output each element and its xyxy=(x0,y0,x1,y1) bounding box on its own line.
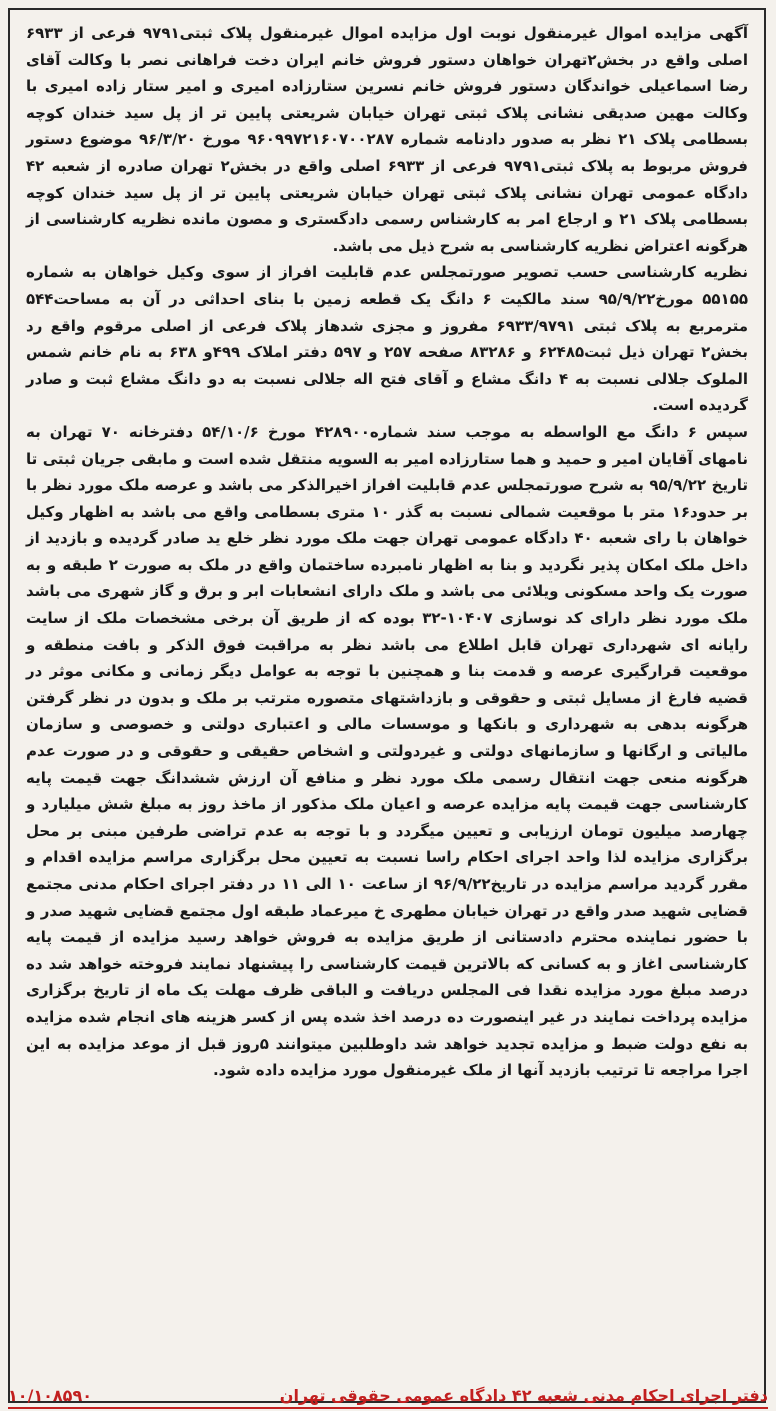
auction-notice xyxy=(8,8,766,1403)
notice-code: ۱۰/۱۰۸۵۹۰ xyxy=(8,1386,92,1405)
notice-paragraph-auction-details: سپس ۶ دانگ مع الواسطه به موجب سند شماره۴۲۸۹۰۰ مورخ ۵۴/۱۰/۶ دفترخانه ۷۰ تهران به نامهای آقایان امیر و حمید و هما ستارزاده امیر به السویه منتقل شده است و مابقی جریان ثبتی تا تاریخ ۹۵/۹/۲۲ به شرح صورتمجلس عدم قابلیت افراز اخیرالذکر می باشد و عرصه ملک مورد نظر با بر حدود۱۶ متر با موقعیت شمالی نسبت به گذر ۱۰ متری بسطامی واقع می باشد به اظهار وکیل خواهان با رای شعبه ۴۰ دادگاه عمومی تهران جهت ملک مورد نظر خلع ید صادر گردیده و بازدید از داخل ملک امکان پذیر نگردید و بنا به اظهار نامبرده ساختمان واقع در ملک به صورت ۲ طبقه و به صورت یک واحد مسکونی ویلائی می باشد و ملک دارای انشعابات ابر و برق و گاز شهری می باشد ملک مورد نظر دارای کد نوسازی ۱۰۴۰۷-۳۲ بوده که از طریق آن برخی مشخصات ملک از سایت رایانه ای شهرداری تهران قابل اطلاع می باشد نظر به مراقبت فوق الذکر و بافت منطقه و موقعیت قرارگیری عرصه و قدمت بنا و همچنین با توجه به عوامل دیگر زمانی و مکانی موثر در قضیه فارغ از مسایل ثبتی و حقوقی و بازداشتهای متصوره مترتب بر ملک و بدون در نظر گرفتن هرگونه بدهی به شهرداری و بانکها و موسسات مالی و اعتباری دولتی و خصوصی و سازمان مالیاتی و ارگانها و سازمانهای دولتی و غیردولتی و اشخاص حقیقی و حقوقی و در صورت عدم هرگونه منعی جهت انتقال رسمی ملک مورد نظر و منافع آن ارزش ششدانگ جهت قیمت پایه کارشناسی جهت قیمت پایه مزایده عرصه و اعیان ملک مذکور از ماخذ روز به مبلغ شش میلیارد و چهارصد میلیون تومان ارزیابی و تعیین میگردد و با توجه به عدم تراضی طرفین مبنی بر محل برگزاری مزایده لذا واحد اجرای احکام راسا نسبت به تعیین محل برگزاری مراسم مزایده اقدام و مقرر گردید مراسم مزایده در تاریخ۹۶/۹/۲۲ از ساعت ۱۰ الی ۱۱ در دفتر اجرای احکام مدنی مجتمع قضایی شهید صدر واقع در تهران خیابان مطهری خ میرعماد طبقه اول مجتمع قضایی شهید صدر و با حضور نماینده محترم دادستانی از طریق مزایده به فروش خواهد رسید مزایده از قیمت پایه کارشناسی اغاز و به کسانی که بالاترین قیمت کارشناسی را پیشنهاد نمایند فروخته خواهد شد ده درصد مبلغ مورد مزایده نقدا فی المجلس دریافت و الباقی ظرف مهلت یک ماه از تاریخ برگزاری مزایده پرداخت نمایند در غیر اینصورت ده درصد اخذ شده پس از کسر هزینه های انجام شده مزایده به نفع دولت ضبط و مزایده تجدید خواهد شد داوطلبین میتوانند ۵روز قبل از موعد مزایده به این اجرا مراجعه تا ترتیب بازدید آنها از ملک غیرمنقول مورد مزایده داده شود. xyxy=(26,422,749,1080)
footer-underline xyxy=(8,1407,768,1409)
notice-paragraph-expert-opinion: نظریه کارشناسی حسب تصویر صورتمجلس عدم قابلیت افراز از سوی وکیل خواهان به شماره ۵۵۱۵۵ مورخ۹۵/۹/۲۲ سند مالکیت ۶ دانگ یک قطعه زمین با بنای احداثی در آن به مساحت۵۴۴ مترمربع به پلاک ثبتی ۶۹۳۳/۹۷۹۱ مفروز و مجزی شدهاز پلاک فرعی از اصلی مرقوم واقع رد بخش۲ تهران ذیل ثبت۶۲۴۸۵ و ۸۳۲۸۶ صفحه ۲۵۷ و ۵۹۷ دفتر املاک ۴۹۹و ۶۳۸ به نام خانم شمس الملوک جلالی نسبت به ۴ دانگ مشاع و آقای فتح اله جلالی نسبت به دو دانگ مشاع ثبت و صادر گردیده است. xyxy=(26,263,749,415)
notice-paragraph-intro: آگهی مزایده اموال غیرمنقول نوبت اول مزایده اموال غیرمنقول پلاک ثبتی۹۷۹۱ فرعی از ۶۹۳۳ اصلی واقع در بخش۲تهران خواهان دستور فروش خانم ایران دخت فراهانی نصر با وکالت آقای رضا اسماعیلی خواندگان دستور فروش خانم نسرین ستارزاده امیری و امیر ستار زاده امیری با وکالت مهین صدیقی نشانی پلاک ثبتی تهران خیابان شریعتی پایین تر از پل سید خندان کوچه بسطامی پلاک ۲۱ نظر به صدور دادنامه شماره ۹۶۰۹۹۷۲۱۶۰۷۰۰۲۸۷ مورخ ۹۶/۳/۲۰ موضوع دستور فروش مربوط به پلاک ثبتی۹۷۹۱ فرعی از ۶۹۳۳ اصلی واقع در بخش۲ تهران صادره از شعبه ۴۲ دادگاه عمومی تهران نشانی پلاک ثبتی تهران خیابان شریعتی پایین تر از پل سید خندان کوچه بسطامی پلاک ۲۱ و ارجاع امر به کارشناس رسمی دادگستری و مصون مانده نظریه کارشناسی از هرگونه اعتراض نظریه کارشناسی به شرح ذیل می باشد. xyxy=(26,24,748,255)
notice-footer xyxy=(8,1377,768,1405)
issuing-office: دفتر اجرای احکام مدنی شعبه ۴۲ دادگاه عمومی حقوقی تهران xyxy=(279,1386,768,1405)
